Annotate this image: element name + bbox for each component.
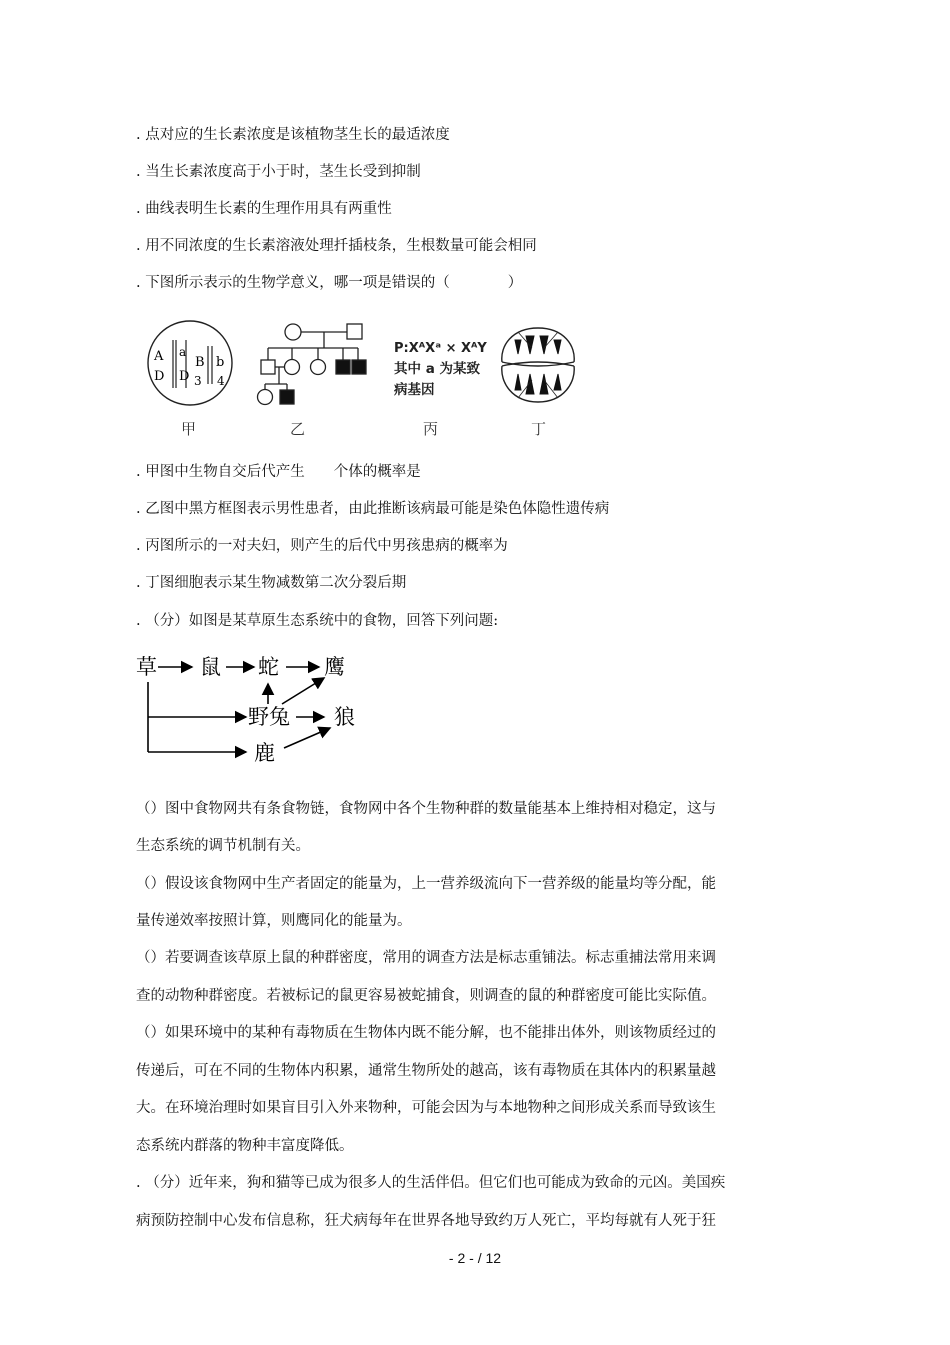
q3-text-line: 量传递效率按照计算，则鹰同化的能量为。: [136, 913, 412, 929]
page-number: - 2 - / 12: [448, 1250, 502, 1266]
food-web-deer: 鹿: [254, 741, 275, 765]
figure-jia-cell: [148, 321, 232, 405]
q3-text-line: （）假设该食物网中生产者固定的能量为，上一营养级流向下一营养级的能量均等分配，能: [136, 876, 716, 892]
biology-figures-drawing: [140, 318, 580, 443]
food-web-rabbit: 野兔: [248, 705, 290, 729]
figure-bing-text: [393, 341, 487, 398]
q3-text-line: 传递后，可在不同的生物体内积累，通常生物所处的越高，该有毒物质在其体内的积累量越: [136, 1063, 716, 1079]
option-line: . 丙图所示的一对夫妇，则产生的后代中男孩患病的概率为: [136, 538, 508, 554]
q3-text-line: （）图中食物网共有条食物链，食物网中各个生物种群的数量能基本上维持相对稳定，这与: [136, 801, 716, 817]
food-web-snake: 蛇: [258, 655, 279, 679]
option-line: . 当生长素浓度高于小于时，茎生长受到抑制: [136, 164, 421, 180]
jia-number-4: 4: [217, 374, 225, 388]
q3-text-line: 态系统内群落的物种丰富度降低。: [136, 1138, 354, 1154]
option-line: . 曲线表明生长素的生理作用具有两重性: [136, 201, 392, 217]
q3-text-line: （）如果环境中的某种有毒物质在生物体内既不能分解，也不能排出体外，则该物质经过的: [136, 1025, 716, 1041]
option-line: . 点对应的生长素浓度是该植物茎生长的最适浓度: [136, 127, 450, 143]
question-2-stem: . 下图所示表示的生物学意义，哪一项是错误的（ ）: [136, 275, 523, 291]
biology-figures: [140, 318, 580, 443]
q3-text-line: （）若要调查该草原上鼠的种群密度，常用的调查方法是标志重铺法。标志重捕法常用来调: [136, 950, 716, 966]
q3-text-line: 查的动物种群密度。若被标记的鼠更容易被蛇捕食，则调查的鼠的种群密度可能比实际值。: [136, 988, 716, 1004]
jia-letter-A: A: [154, 349, 164, 364]
option-line: . 丁图细胞表示某生物减数第二次分裂后期: [136, 575, 407, 591]
figure-yi-pedigree: [258, 324, 367, 405]
jia-letter-D: D: [154, 369, 165, 384]
figure-label-yi: 乙: [290, 420, 306, 438]
jia-number-3: 3: [194, 374, 202, 388]
jia-letter-B: B: [195, 355, 205, 370]
figure-label-ding: 丁: [531, 420, 547, 438]
jia-letter-a: a: [179, 345, 187, 359]
food-web-grass: 草: [136, 655, 157, 679]
question-3-stem: . （分）如图是某草原生态系统中的食物，回答下列问题:: [136, 613, 499, 629]
q4-text-line: . （分）近年来，狗和猫等已成为很多人的生活伴侣。但它们也可能成为致命的元凶。美国疾: [136, 1175, 726, 1191]
figure-ding-cell: [502, 328, 574, 402]
option-line: . 乙图中黑方框图表示男性患者，由此推断该病最可能是染色体隐性遗传病: [136, 501, 610, 517]
option-line: . 用不同浓度的生长素溶液处理扦插枝条，生根数量可能会相同: [136, 238, 537, 254]
food-web-eagle: 鹰: [324, 655, 345, 679]
food-web-wolf: 狼: [334, 705, 355, 729]
figure-label-bing: 丙: [423, 420, 439, 438]
bing-line-2: 其中 a 为某致: [394, 361, 481, 377]
figure-label-jia: 甲: [181, 420, 197, 438]
food-web-mouse: 鼠: [200, 655, 221, 679]
bing-line-1: P:XᴬXᵃ × XᴬY: [394, 341, 487, 356]
q3-text-line: 生态系统的调节机制有关。: [136, 838, 310, 854]
option-line: . 甲图中生物自交后代产生 个体的概率是: [136, 464, 421, 480]
jia-letter-D2: D: [179, 369, 190, 384]
q3-text-line: 大。在环境治理时如果盲目引入外来物种，可能会因为与本地物种之间形成关系而导致该生: [136, 1100, 716, 1116]
q4-text-line: 病预防控制中心发布信息称，狂犬病每年在世界各地导致约万人死亡，平均每就有人死于狂: [136, 1213, 716, 1229]
bing-line-3: 病基因: [394, 382, 435, 398]
jia-letter-b: b: [216, 355, 225, 370]
food-web-diagram: [134, 652, 374, 770]
